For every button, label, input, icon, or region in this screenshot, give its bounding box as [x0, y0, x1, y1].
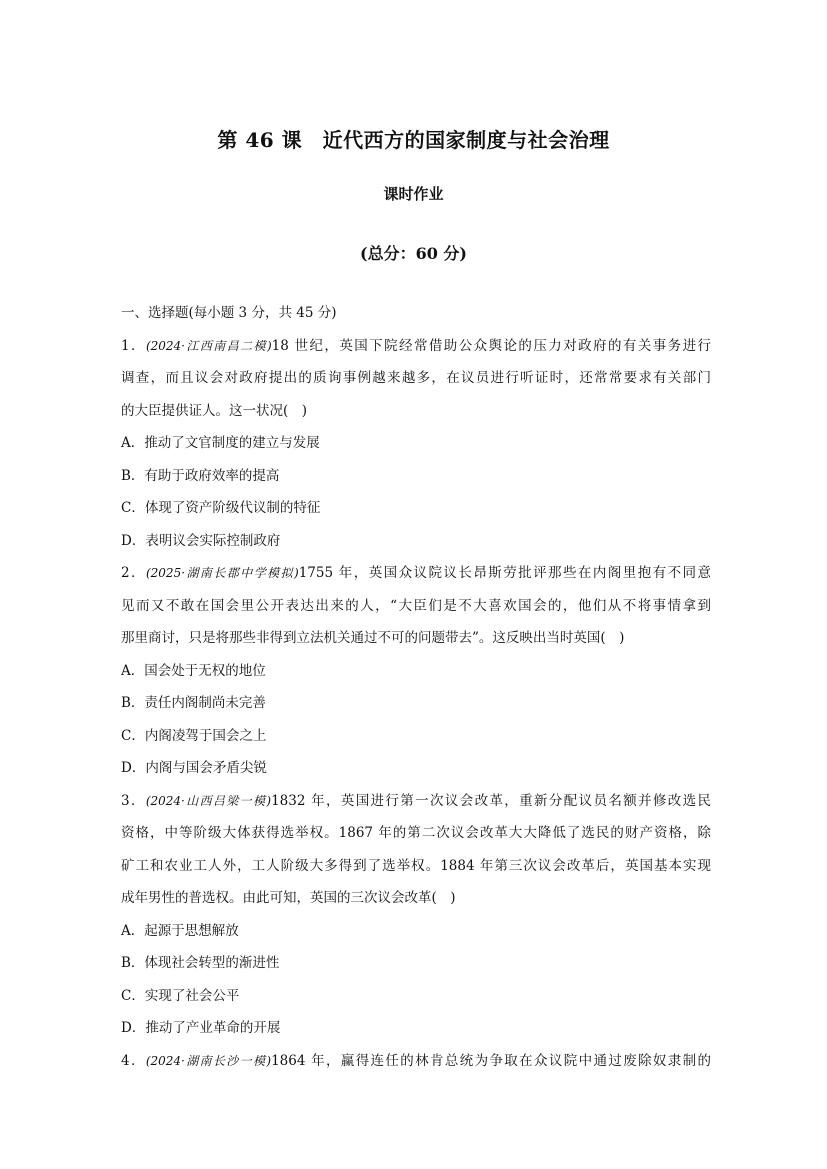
question-text-line: 18 世纪，英国下院经常借助公众舆论的压力对政府的有关事务进行: [271, 337, 711, 354]
question-first-line: [121, 785, 711, 818]
homework-subtitle: 课时作业: [383, 185, 444, 203]
option-c[interactable]: C．内阁凌驾于国会之上: [121, 727, 267, 744]
question-text-line: 矿工和农业工人外，工人阶级大多得到了选举权。1884 年第三次议会改革后，英国基本实现: [121, 857, 711, 874]
option-d[interactable]: D．表明议会实际控制政府: [121, 532, 281, 549]
lesson-title: 第 46 课 近代西方的国家制度与社会治理: [217, 128, 610, 152]
question-first-line: [121, 330, 711, 363]
question-text-line: 的大臣提供证人。这一状况( ): [121, 402, 308, 419]
question-source: (2024·山西吕梁一模): [145, 793, 272, 808]
option-b[interactable]: B．有助于政府效率的提高: [121, 467, 280, 484]
question-text-line: 1832 年，英国进行第一次议会改革，重新分配议员名额并修改选民: [271, 792, 711, 809]
option-d[interactable]: D．推动了产业革命的开展: [121, 1020, 281, 1036]
option-a[interactable]: A．国会处于无权的地位: [121, 662, 266, 679]
question-1: [121, 330, 711, 558]
question-text-line: 1755 年，英国众议院议长昂斯劳批评那些在内阁里抱有不同意: [298, 565, 711, 581]
question-2: [121, 557, 711, 785]
option-a[interactable]: A．起源于思想解放: [121, 922, 239, 939]
section-heading: 一、选择题(每小题 3 分，共 45 分): [121, 305, 337, 321]
question-number: 4．: [121, 1052, 146, 1069]
total-score: (总分：60 分): [360, 244, 467, 263]
question-number: 1．: [121, 337, 146, 354]
option-b[interactable]: B．责任内阁制尚未完善: [121, 695, 266, 711]
question-source: (2024·江西南昌二模): [145, 338, 272, 353]
option-a[interactable]: A．推动了文官制度的建立与发展: [121, 435, 320, 451]
question-text-line: 那里商讨，只是将那些非得到立法机关通过不可的问题带去”。这反映出当时英国( ): [121, 630, 625, 646]
question-3: [121, 785, 711, 1045]
option-b[interactable]: B．体现社会转型的渐进性: [121, 955, 280, 971]
question-text-line: 1864 年，赢得连任的林肯总统为争取在众议院中通过废除奴隶制的: [271, 1052, 711, 1069]
question-first-line: [121, 557, 711, 590]
question-text-line: 见而又不敢在国会里公开表达出来的人，“大臣们是不大喜欢国会的，他们从不将事情拿到: [121, 597, 711, 614]
question-text-line: 成年男性的普选权。由此可知，英国的三次议会改革( ): [121, 890, 456, 906]
question-source: (2025·湖南长郡中学模拟): [145, 566, 299, 580]
question-number: 3．: [121, 792, 146, 809]
option-c[interactable]: C．实现了社会公平: [121, 987, 240, 1004]
question-first-line: [121, 1045, 711, 1078]
option-d[interactable]: D．内阁与国会矛盾尖锐: [121, 760, 267, 776]
question-text-line: 资格，中等阶级大体获得选举权。1867 年的第二次议会改革大大降低了选民的财产资格，除: [121, 825, 711, 841]
question-4: [121, 1045, 711, 1078]
question-content: [121, 297, 711, 1077]
question-text-line: 调查，而且议会对政府提出的质询事例越来越多，在议员进行听证时，还常常要求有关部门: [121, 370, 711, 386]
option-c[interactable]: C．体现了资产阶级代议制的特征: [121, 500, 321, 516]
question-number: 2．: [121, 565, 146, 581]
question-source: (2024·湖南长沙一模): [145, 1053, 272, 1068]
